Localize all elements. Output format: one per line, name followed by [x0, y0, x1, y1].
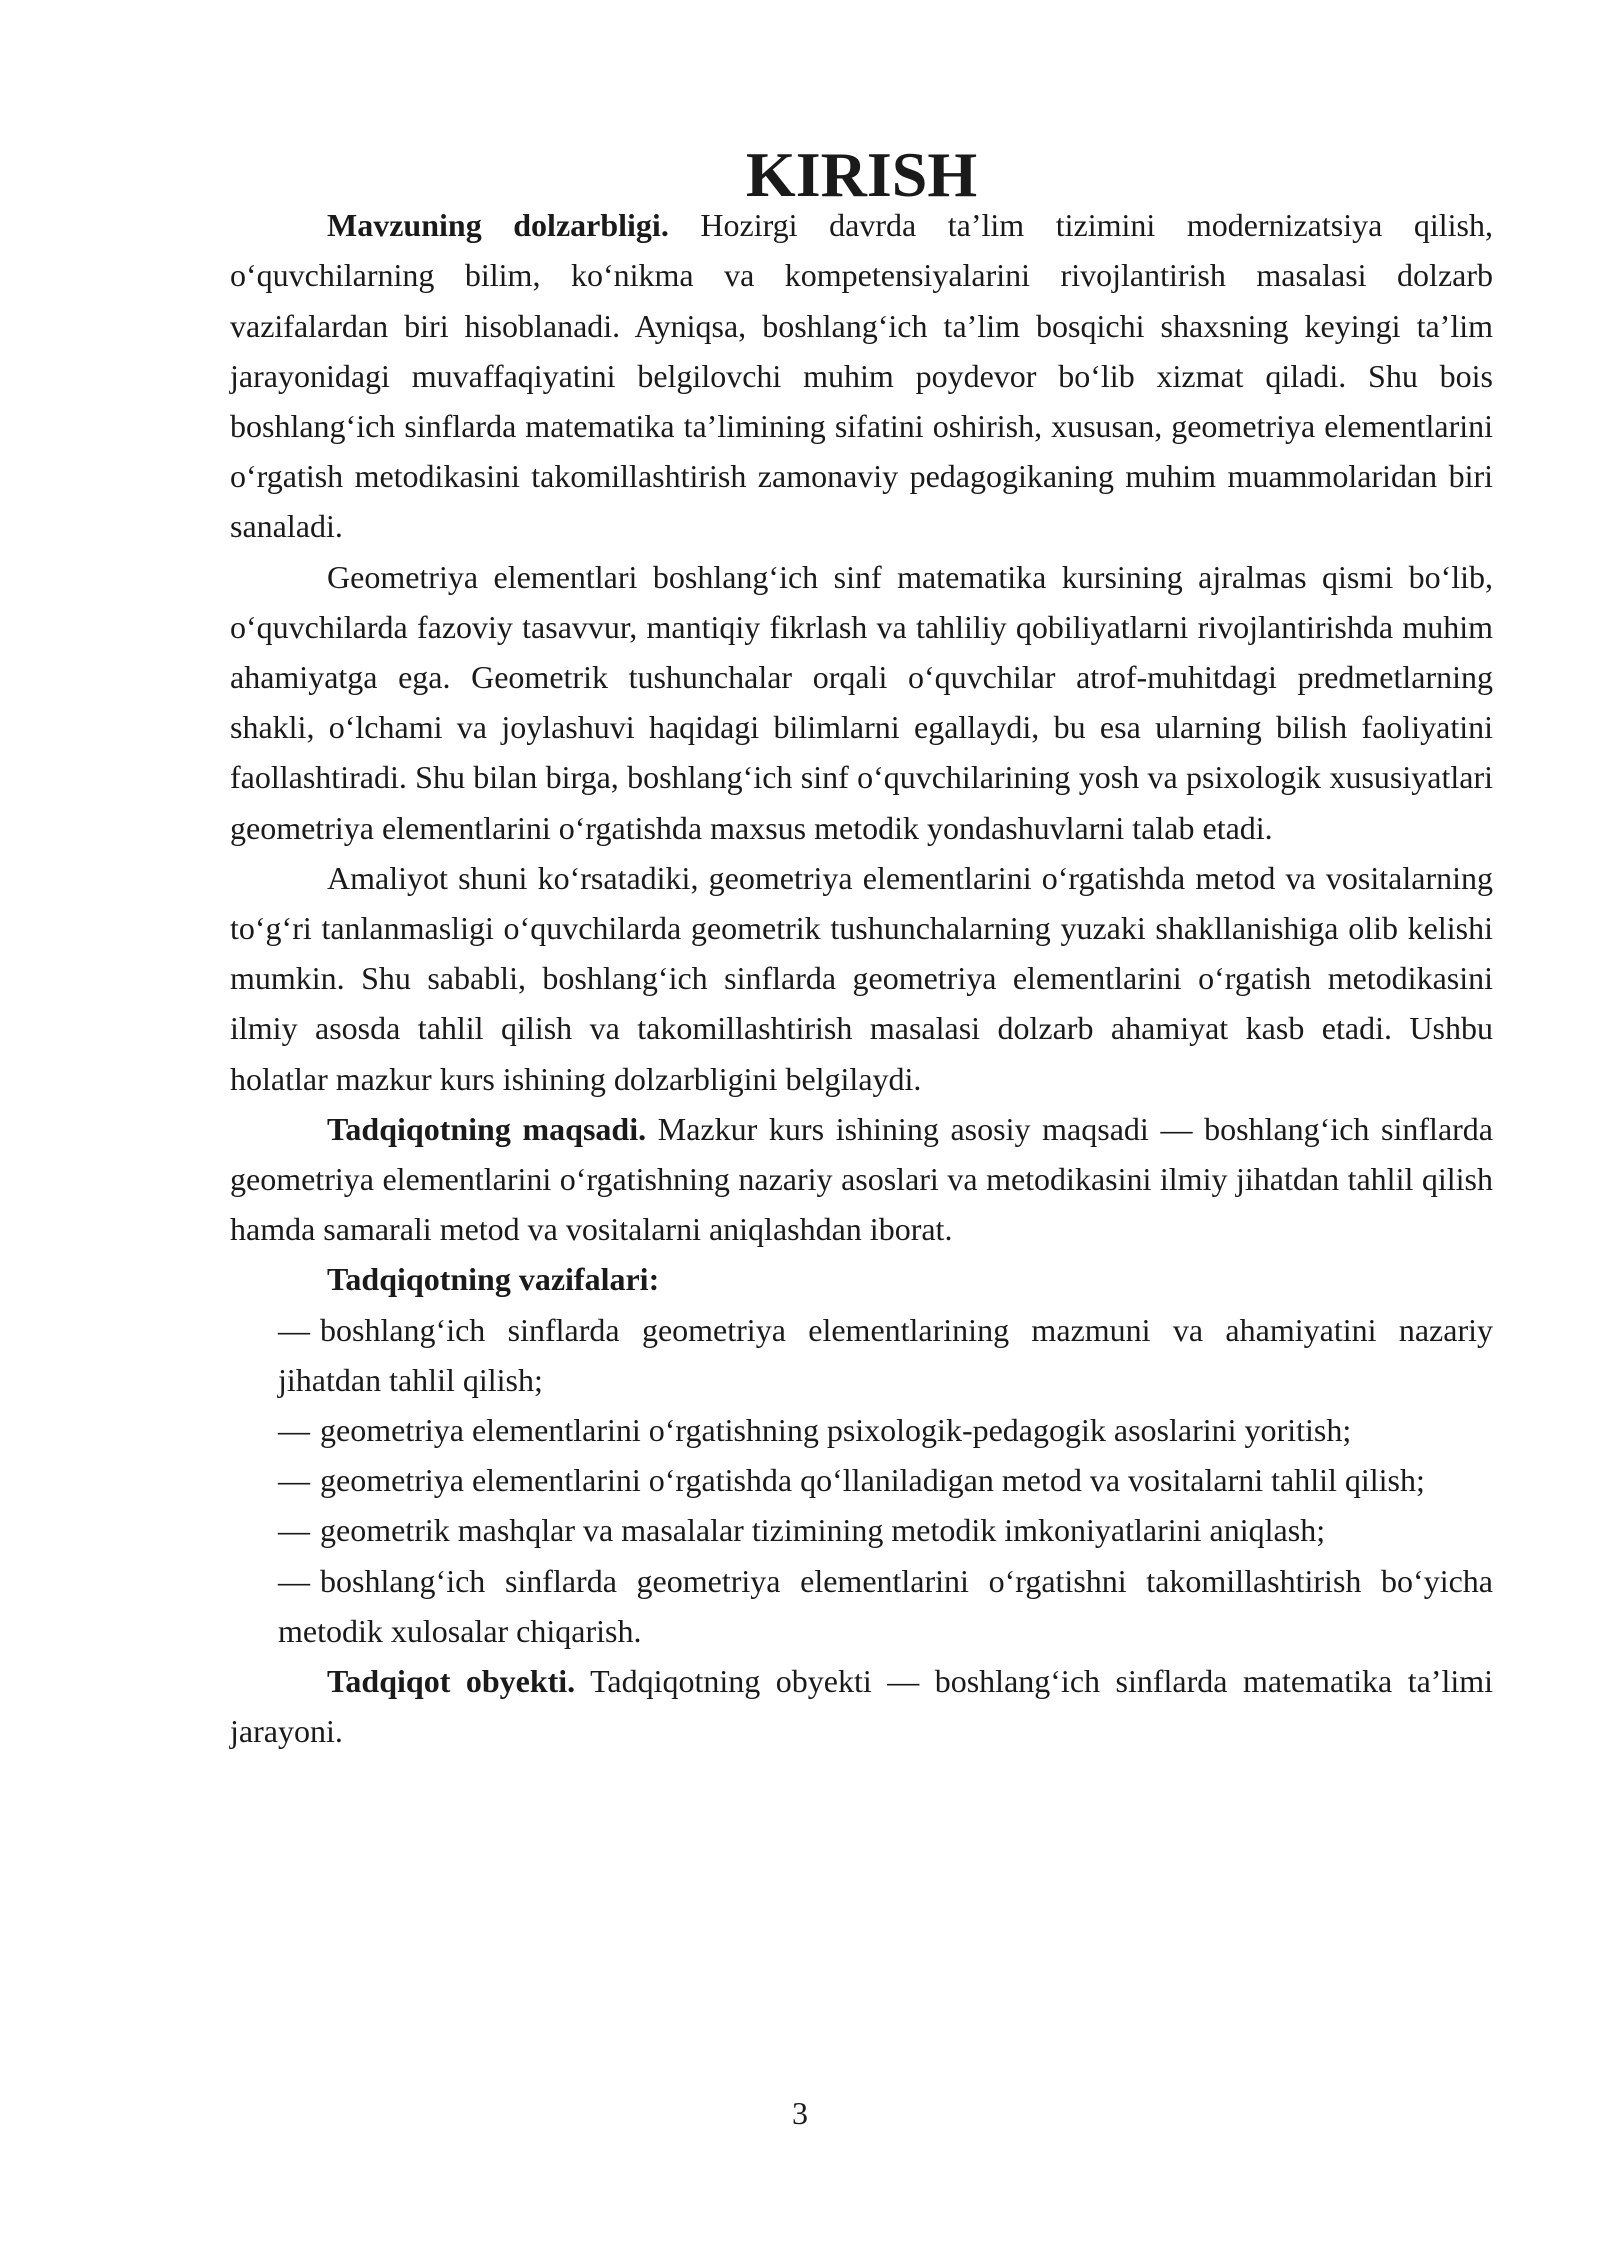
paragraph-goal — [230, 1104, 1493, 1255]
list-item-text: geometriya elementlarini o‘rgatishning psixologik-pedagogik asoslarini yoritish; — [320, 1412, 1352, 1449]
tasks-list — [230, 1305, 1493, 1656]
paragraph-lead: Mavzuning dolzarbligi. — [327, 207, 669, 244]
dash-bullet: — — [278, 1512, 310, 1549]
tasks-heading: Tadqiqotning vazifalari: — [327, 1261, 660, 1298]
paragraph-text: Mazkur kurs ishining asosiy maqsadi — boshlang‘ich sinflarda geometriya elementlarini o‘rgatishning nazariy asoslari va metodikasini ilmiy jihatdan tahlil qilish hamda samarali metod va vositalarni aniqlashdan iborat. — [230, 1110, 1494, 1248]
dash-bullet: — — [278, 1412, 310, 1449]
list-item — [278, 1305, 1493, 1405]
paragraph-text: Tadqiqotning obyekti — boshlang‘ich sinflarda matematika ta’limi jarayoni. — [230, 1663, 1494, 1750]
list-item-text: boshlang‘ich sinflarda geometriya elementlarini o‘rgatishni takomillashtirish bo‘yicha metodik xulosalar chiqarish. — [278, 1562, 1493, 1649]
paragraph-object — [230, 1656, 1493, 1756]
paragraph-practice: Amaliyot shuni ko‘rsatadiki, geometriya elementlarini o‘rgatishda metod va vositalarning to‘g‘ri tanlanmasligi o‘quvchilarda geometrik tushunchalarning yuzaki shakllanishiga olib kelishi mumkin. Shu sababli, boshlang‘ich sinflarda geometriya elementlarini o‘rgatish metodikasini ilmiy asosda tahlil qilish va takomillashtirish masalasi dolzarb ahamiyat kasb etadi. Ushbu holatlar mazkur kurs ishining dolzarbligini belgilaydi. — [230, 859, 1493, 1097]
dash-bullet: — — [278, 1311, 310, 1348]
list-item — [278, 1505, 1493, 1555]
paragraph-lead: Tadqiqotning maqsadi. — [327, 1110, 647, 1147]
list-item-text: boshlang‘ich sinflarda geometriya elementlarining mazmuni va ahamiyatini nazariy jihatdan tahlil qilish; — [278, 1311, 1493, 1398]
list-item — [278, 1556, 1493, 1656]
paragraph-text: Hozirgi davrda ta’lim tizimini modernizatsiya qilish, o‘quvchilarning bilim, ko‘nikma va kompetensiyalarini rivojlantirish masalasi dolzarb vazifalardan biri hisoblanadi. Ayniqsa, boshlang‘ich ta’lim bosqichi shaxsning keyingi ta’lim jarayonidagi muvaffaqiyatini belgilovchi muhim poydevor bo‘lib xizmat qiladi. Shu bois boshlang‘ich sinflarda matematika ta’limining sifatini oshirish, xususan, geometriya elementlarini o‘rgatish metodikasini takomillashtirish zamonaviy pedagogikaning muhim muammolaridan biri sanaladi. — [230, 207, 1493, 545]
list-item-text: geometriya elementlarini o‘rgatishda qo‘llaniladigan metod va vositalarni tahlil qilish; — [320, 1462, 1425, 1499]
document-page — [230, 139, 1494, 1757]
dash-bullet: — — [278, 1462, 310, 1499]
list-item-text: geometrik mashqlar va masalalar tizimining metodik imkoniyatlarini aniqlash; — [320, 1512, 1326, 1549]
dash-bullet: — — [278, 1562, 310, 1599]
section-title: KIRISH — [745, 139, 978, 210]
list-item — [278, 1405, 1493, 1455]
paragraph-relevance — [230, 200, 1493, 551]
list-item — [278, 1455, 1493, 1505]
paragraph-geometry: Geometriya elementlari boshlang‘ich sinf matematika kursining ajralmas qismi bo‘lib, o‘quvchilarda fazoviy tasavvur, mantiqiy fikrlash va tahliliy qobiliyatlarni rivojlantirishda muhim ahamiyatga ega. Geometrik tushunchalar orqali o‘quvchilar atrof-muhitdagi predmetlarning shakli, o‘lchami va joylashuvi haqidagi bilimlarni egallaydi, bu esa ularning bilish faoliyatini faollashtiradi. Shu bilan birga, boshlang‘ich sinf o‘quvchilarining yosh va psixologik xususiyatlari geometriya elementlarini o‘rgatishda maxsus metodik yondashuvlarni talab etadi. — [230, 558, 1493, 846]
paragraph-lead: Tadqiqot obyekti. — [327, 1663, 576, 1700]
page-number: 3 — [792, 2095, 808, 2131]
